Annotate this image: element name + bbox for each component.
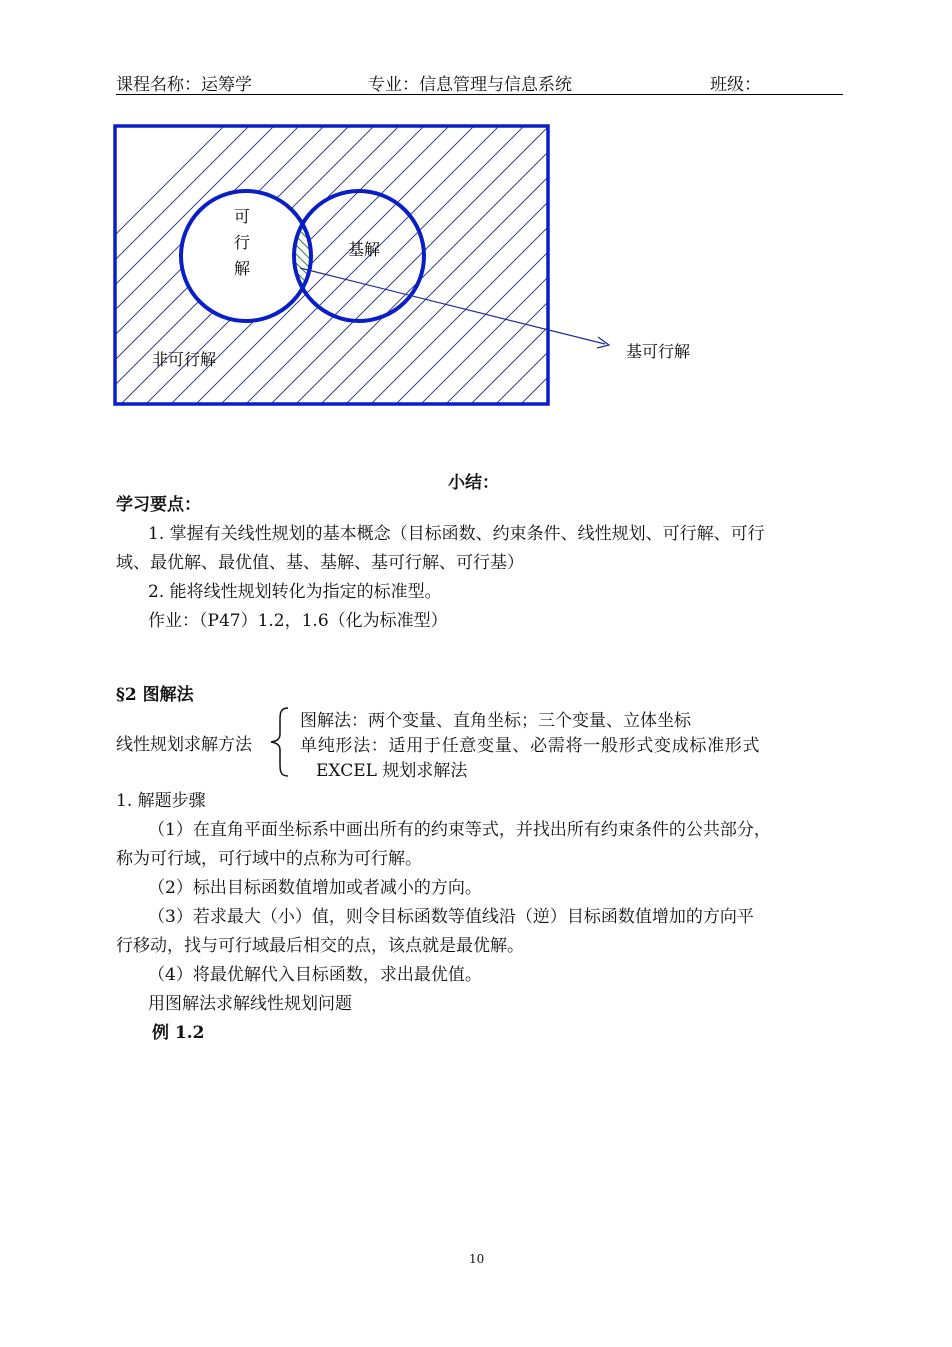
hatch-line	[465, 120, 805, 420]
basic-feasible-solution-label: 基可行解	[626, 342, 691, 361]
step-3-line-1: （3）若求最大（小）值，则令目标函数等值线沿（逆）目标函数值增加的方向平	[148, 907, 754, 927]
step-3-line-2: 行移动，找与可行域最后相交的点，该点就是最优解。	[116, 936, 524, 956]
page-number: 10	[469, 1252, 485, 1266]
steps-title: 1. 解题步骤	[116, 791, 206, 811]
overlap-hatch-line	[0, 120, 200, 320]
pointer-arrow-line	[300, 268, 605, 344]
feasible-label-char-3: 解	[234, 259, 251, 278]
hatch-line	[615, 120, 952, 420]
class-label: 班级：	[710, 75, 761, 95]
hatch-line	[490, 120, 830, 420]
key-point-1-line-2: 域、最优解、最优值、基、基解、基可行解、可行基）	[116, 553, 524, 573]
method-excel: EXCEL 规划求解法	[316, 761, 468, 781]
method-simplex: 单纯形法：适用于任意变量、必需将一般形式变成标准形式	[300, 736, 761, 756]
key-point-2: 2. 能将线性规划转化为指定的标准型。	[148, 582, 442, 602]
overlap-hatch-line	[18, 120, 218, 320]
feasible-label-char-1: 可	[234, 207, 251, 226]
hatch-line	[640, 120, 952, 420]
course-name: 课程名称：运筹学	[116, 75, 252, 95]
section-title: §2 图解法	[116, 685, 194, 705]
hatch-line	[590, 120, 930, 420]
overlap-hatch-line	[9, 120, 209, 320]
step-1-line-2: 称为可行域，可行域中的点称为可行解。	[116, 849, 422, 869]
solution-methods-label: 线性规划求解方法	[116, 735, 252, 755]
curly-brace	[268, 706, 292, 778]
key-points-title: 学习要点：	[116, 495, 201, 515]
hatch-line	[440, 120, 780, 420]
step-1-line-1: （1）在直角平面坐标系中画出所有的约束等式，并找出所有约束条件的公共部分，	[148, 820, 771, 840]
summary-title: 小结：	[448, 473, 499, 493]
example-label: 例 1.2	[152, 1023, 205, 1043]
hatch-line	[565, 120, 905, 420]
feasible-label-char-2: 行	[234, 233, 251, 252]
infeasible-hatching	[0, 120, 952, 420]
basic-solution-label: 基解	[348, 240, 381, 259]
graphical-method-intro: 用图解法求解线性规划问题	[148, 994, 352, 1014]
step-4: （4）将最优解代入目标函数，求出最优值。	[148, 965, 482, 985]
hatch-line	[515, 120, 855, 420]
step-2: （2）标出目标函数值增加或者减小的方向。	[148, 878, 482, 898]
feasible-solution-diagram	[0, 0, 952, 420]
infeasible-solution-label: 非可行解	[152, 350, 217, 369]
hatch-line	[390, 120, 730, 420]
key-point-1-line-1: 1. 掌握有关线性规划的基本概念（目标函数、约束条件、线性规划、可行解、可行	[148, 524, 765, 544]
hatch-line	[415, 120, 755, 420]
homework: 作业：（P47）1.2，1.6（化为标准型）	[148, 611, 448, 631]
method-graphical: 图解法：两个变量、直角坐标；三个变量、立体坐标	[300, 711, 691, 731]
major-name: 专业：信息管理与信息系统	[368, 75, 572, 95]
hatch-line	[540, 120, 880, 420]
